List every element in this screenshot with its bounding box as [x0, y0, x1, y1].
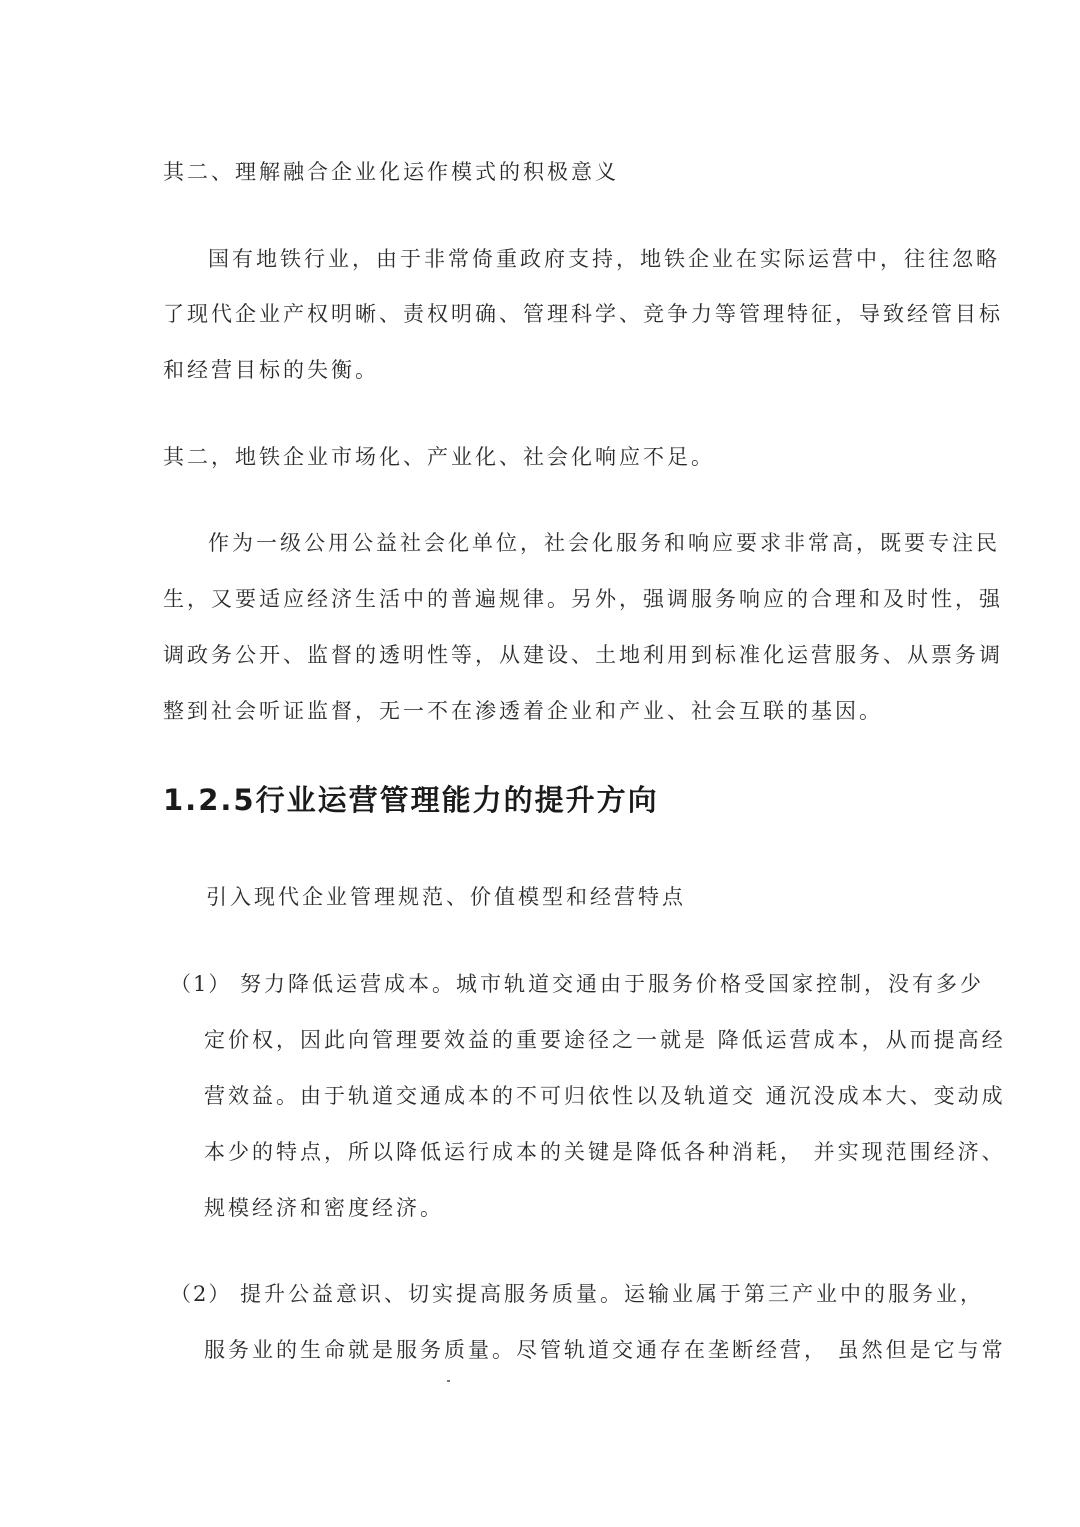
section-b-paragraph-line: 生，又要适应经济生活中的普遍规律。另外，强调服务响应的合理和及时性，强	[163, 587, 1003, 611]
item-1-line: 定价权，因此向管理要效益的重要途径之一就是 降低运营成本，从而提高经	[204, 1028, 1006, 1052]
item-2-line: 提升公益意识、切实提高服务质量。运输业属于第三产业中的服务业，	[240, 1282, 984, 1306]
item-1-line: 努力降低运营成本。城市轨道交通由于服务价格受国家控制，没有多少	[240, 972, 984, 996]
item-number: （2）	[170, 1282, 232, 1306]
item-number: （1）	[170, 972, 232, 996]
section-heading: 1.2.5行业运营管理能力的提升方向	[163, 783, 659, 817]
section-b-paragraph-line: 整到社会听证监督，无一不在渗透着企业和产业、社会互联的基因。	[163, 699, 883, 723]
intro-line: 引入现代企业管理规范、价值模型和经营特点	[206, 885, 686, 909]
scan-speck	[447, 1380, 450, 1382]
section-a-title: 其二、理解融合企业化运作模式的积极意义	[163, 160, 619, 184]
section-b-paragraph-line: 作为一级公用公益社会化单位，社会化服务和响应要求非常高，既要专注民	[208, 531, 1000, 555]
item-1-line: 营效益。由于轨道交通成本的不可归依性以及轨道交 通沉没成本大、变动成	[204, 1084, 1006, 1108]
section-b-title: 其二，地铁企业市场化、产业化、社会化响应不足。	[163, 445, 715, 469]
item-2-line: 服务业的生命就是服务质量。尽管轨道交通存在垄断经营， 虽然但是它与常	[204, 1338, 1006, 1362]
item-1-line: 规模经济和密度经济。	[204, 1196, 444, 1220]
section-b-paragraph-line: 调政务公开、监督的透明性等，从建设、土地利用到标准化运营服务、从票务调	[163, 643, 1003, 667]
section-a-paragraph-line: 了现代企业产权明晰、责权明确、管理科学、竞争力等管理特征，导致经管目标	[163, 302, 1003, 326]
section-a-paragraph-line: 和经营目标的失衡。	[163, 358, 379, 382]
section-a-paragraph-line: 国有地铁行业，由于非常倚重政府支持，地铁企业在实际运营中，往往忽略	[208, 247, 1000, 271]
item-1-line: 本少的特点，所以降低运行成本的关键是降低各种消耗， 并实现范围经济、	[204, 1140, 1006, 1164]
